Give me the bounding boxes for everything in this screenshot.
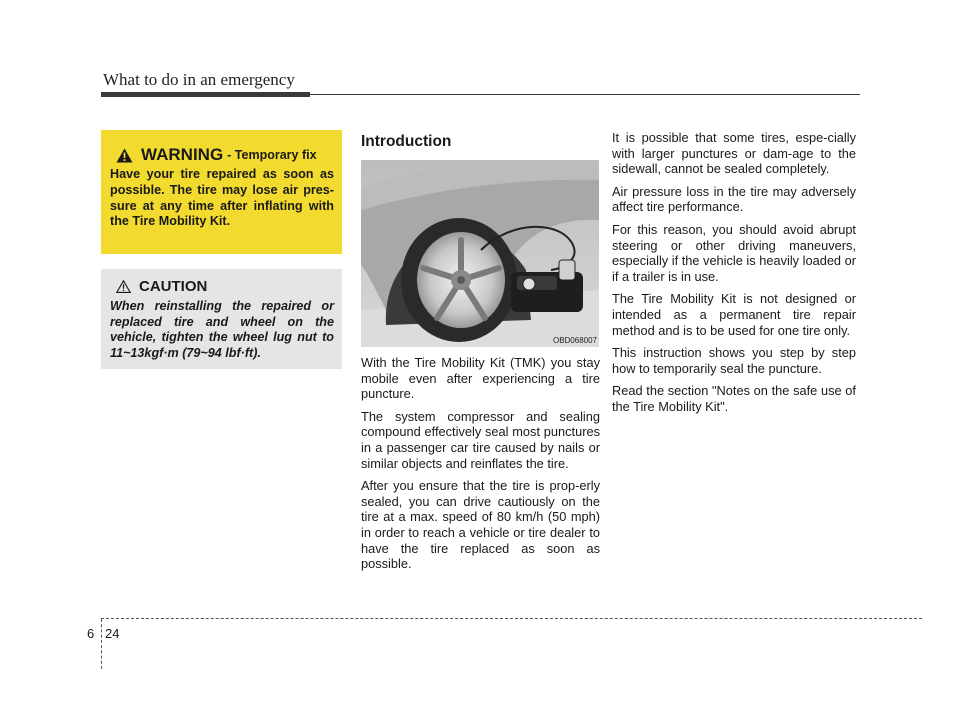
caution-text: When reinstalling the repaired or replaced tire and wheel on the vehicle, tighten the wheel lug nut to 11~13kgf·m (79~94 lbf·ft). <box>110 299 334 360</box>
paragraph: The system compressor and sealing compound effectively seal most punctures in a passenger car tire caused by nails or similar objects and reinflates the tire. <box>361 408 600 471</box>
paragraph: Read the section "Notes on the safe use of the Tire Mobility Kit". <box>612 383 856 414</box>
warning-triangle-icon <box>116 148 133 163</box>
paragraph: Air pressure loss in the tire may adversely affect tire performance. <box>612 183 856 215</box>
column-two <box>361 355 600 579</box>
footer-divider <box>101 619 102 669</box>
warning-heading <box>116 145 317 165</box>
car-tire-kit-drawing <box>361 160 599 347</box>
footer-rule <box>101 618 922 619</box>
paragraph: After you ensure that the tire is prop-erly sealed, you can drive cautiously on the tire at a max. speed of 80 km/h (50 mph) in order to reach a vehicle or tire dealer to have the tire replaced as soon as possible. <box>361 478 600 572</box>
header-rule <box>310 94 860 95</box>
paragraph: With the Tire Mobility Kit (TMK) you stay mobile even after experiencing a tire puncture. <box>361 355 600 402</box>
paragraph: The Tire Mobility Kit is not designed or intended as a permanent tire repair method and is to be used for one tire only. <box>612 291 856 338</box>
paragraph: For this reason, you should avoid abrupt steering or other driving maneuvers, especially if the vehicle is heavily loaded or if a trailer is in use. <box>612 221 856 284</box>
section-title: Introduction <box>361 133 452 150</box>
tire-mobility-kit-illustration <box>361 160 599 347</box>
page-header-title: What to do in an emergency <box>103 70 295 89</box>
section-number: 6 <box>87 626 95 641</box>
caution-heading <box>116 278 207 295</box>
warning-title: WARNING <box>141 145 224 164</box>
header-bar <box>101 92 310 97</box>
warning-subtitle: - Temporary fix <box>227 148 317 162</box>
caution-title: CAUTION <box>139 278 208 295</box>
paragraph: This instruction shows you step by step how to temporarily seal the puncture. <box>612 345 856 376</box>
caution-triangle-icon <box>116 280 131 293</box>
warning-text: Have your tire repaired as soon as possible. The tire may lose air pres-sure at any time after inflating with the Tire Mobility Kit. <box>110 167 334 229</box>
page-number: 24 <box>105 626 120 641</box>
column-three <box>612 130 856 422</box>
figure-code: OBD068007 <box>552 336 597 345</box>
paragraph: It is possible that some tires, espe-cially with larger punctures or dam-age to the sidewall, cannot be sealed completely. <box>612 130 856 177</box>
